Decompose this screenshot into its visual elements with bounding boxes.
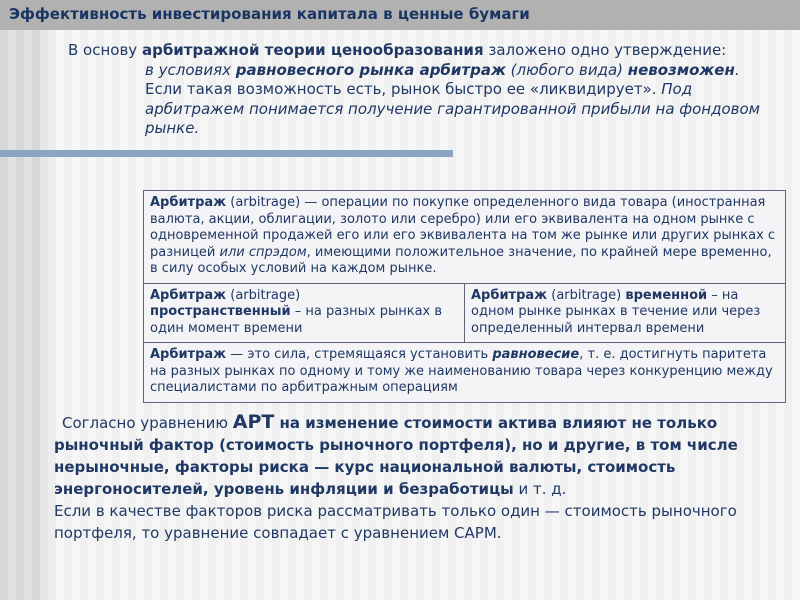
table-row-general	[144, 191, 786, 284]
apt-paragraph: Согласно уравнению APT на изменение стоимости актива влияют не только рыночный фактор (стоимость рыночного портфеля), но и другие, в том числе нерыночные, факторы риска — курс национальной валюты, стоимость энергоносителей, уровень инфляции и безработицы и т. д.	[54, 411, 738, 498]
table-cell-arbitrage-general: Арбитраж (arbitrage) — операции по покупке определенного вида товара (иностранная валюта, акции, облигации, золото или серебро) или его эквивалента на одном рынке с одновременной продажей его или его эквивалента на том же рынке или других рынках с разницей или спрэдом, имеющими положительное значение, по крайней мере временно, в силу особых условий на каждом рынке.	[144, 191, 786, 284]
table-cell-spatial: Арбитраж (arbitrage) пространственный – на разных рынках в один момент времени	[144, 283, 465, 343]
accent-bar	[0, 150, 453, 157]
apt-text-block	[54, 411, 799, 544]
table-cell-temporal: Арбитраж (arbitrage) временной – на одном рынке рынках в течение или через определенный интервал времени	[465, 283, 786, 343]
capm-paragraph: Если в качестве факторов риска рассматривать только один — стоимость рыночного портфеля, то уравнение совпадает с уравнением CAPM.	[54, 502, 737, 542]
page-title: Эффективность инвестирования капитала в ценные бумаги	[9, 5, 530, 23]
table-row-types	[144, 283, 786, 343]
table-cell-equilibrium: Арбитраж — это сила, стремящаяся установить равновесие, т. е. достигнуть паритета на разных рынках по одному и тому же наименованию товара через конкуренцию между специалистами по арбитражным операциям	[144, 343, 786, 403]
definition-table	[143, 190, 786, 403]
title-bar	[0, 0, 800, 30]
table-row-equilibrium	[144, 343, 786, 403]
intro-paragraph: В основу арбитражной теории ценообразования заложено одно утверждение: в условиях равновесного рынка арбитраж (любого вида) невозможен. Если такая возможность есть, рынок быстро ее «ликвидирует». Под арбитражем понимается получение гарантированной прибыли на фондовом рынке.	[68, 41, 760, 137]
